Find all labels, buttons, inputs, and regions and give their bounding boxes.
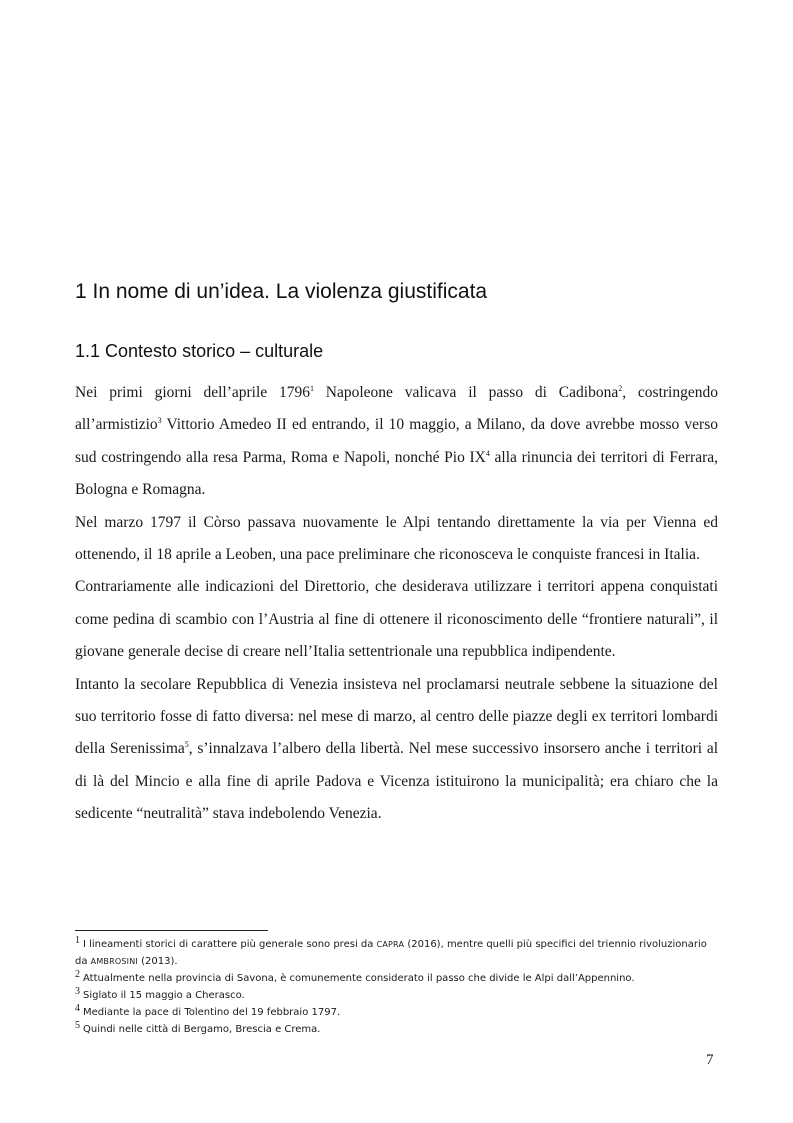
text-run: Nei primi giorni dell’aprile 1796 (75, 384, 310, 401)
footnote-number: 4 (75, 1002, 80, 1014)
footnote-number: 5 (75, 1019, 80, 1031)
footnote-ref-1[interactable]: 1 (309, 383, 314, 393)
footnote-number: 2 (75, 968, 80, 980)
footnote-text: (2013). (137, 956, 178, 967)
text-run: Napoleone valicava il passo di Cadibona (313, 384, 619, 401)
footnote-text: Mediante la pace di Tolentino del 19 febbraio 1797. (83, 1007, 341, 1018)
paragraph-2: Nel marzo 1797 il Còrso passava nuovamente le Alpi tentando direttamente la via per Vienna ed ottenendo, il 18 aprile a Leoben, una pace preliminare che riconosceva le conquiste francesi in Italia. (75, 513, 718, 564)
text-run: Vittorio Amedeo II ed entrando, il 10 maggio, a Milano, da dove avrebbe mosso verso sud costringendo alla resa Parma, Roma e Napoli, nonché Pio IX (75, 416, 718, 466)
paragraph-3: Contrariamente alle indicazioni del Direttorio, che desiderava utilizzare i territori appena conquistati come pedina di scambio con l’Austria al fine di ottenere il riconoscimento delle “frontiere naturali”, il giovane generale decise di creare nell’Italia settentrionale una repubblica indipendente. (75, 578, 718, 661)
chapter-title: 1 In nome di un’idea. La violenza giustificata (75, 280, 488, 303)
footnote-number: 3 (75, 985, 80, 997)
footnote-3 (75, 987, 718, 1004)
section-title: 1.1 Contesto storico – culturale (75, 341, 324, 361)
footnote-5 (75, 1021, 718, 1038)
author-name: AMBROSINI (90, 957, 138, 966)
paragraph-1 (75, 377, 718, 507)
footnote-text: I lineamenti storici di carattere più generale sono presi da (83, 939, 377, 950)
footnote-text: (2016), mentre quelli più specifici del triennio rivoluzionario da (75, 939, 707, 967)
text-run: alla rinuncia dei territori di Ferrara, Bologna e Romagna. (75, 448, 719, 499)
footnotes (75, 936, 718, 1038)
footnote-ref-3[interactable]: 3 (157, 416, 162, 426)
footnote-1 (75, 936, 718, 970)
footnote-2 (75, 970, 718, 987)
footnote-ref-4[interactable]: 4 (485, 448, 490, 458)
footnote-text: Siglato il 15 maggio a Cherasco. (83, 990, 245, 1001)
text-run: , s’innalzava l’albero della libertà. Nel mese successivo insorsero anche i territori al di là del Mincio e alla fine di aprile Padova e Vicenza istituirono la municipalità; era chiaro che la sedicente “neutralità” stava indebolendo Venezia. (75, 740, 719, 823)
footnote-ref-5[interactable]: 5 (184, 740, 189, 750)
body-text (75, 377, 718, 831)
footnote-ref-2[interactable]: 2 (618, 383, 623, 393)
page-number: 7 (706, 1052, 714, 1068)
footnote-number: 1 (75, 934, 80, 946)
paragraph-4 (75, 669, 718, 831)
text-run: Intanto la secolare Repubblica di Venezia insisteva nel proclamarsi neutrale sebbene la situazione del suo territorio fosse di fatto diversa: nel mese di marzo, al centro delle piazze degli ex territori lombardi della Serenissima (75, 675, 718, 758)
footnote-text: Quindi nelle città di Bergamo, Brescia e Crema. (83, 1024, 321, 1035)
footnote-text: Attualmente nella provincia di Savona, è comunemente considerato il passo che divide le Alpi dall’Appennino. (83, 973, 635, 984)
footnote-separator (75, 930, 268, 931)
author-name: CAPRA (376, 940, 405, 949)
text-run: , costringendo all’armistizio (75, 384, 718, 434)
footnote-4 (75, 1004, 718, 1021)
